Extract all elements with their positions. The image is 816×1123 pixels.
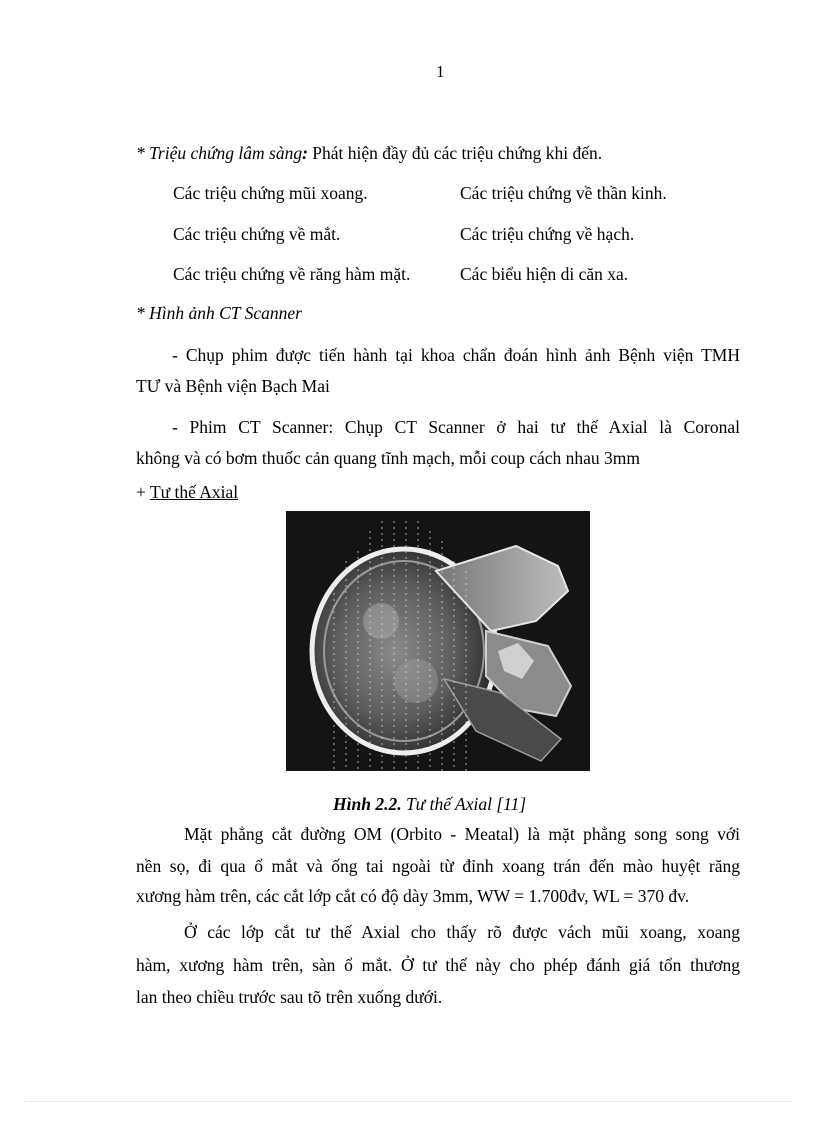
para3-line2: nền sọ, đi qua ổ mắt và ống tai ngoài từ đỉnh xoang trán đến mào huyệt răng — [136, 856, 740, 876]
symptom-item: Các biểu hiện di căn xa. — [460, 264, 629, 284]
para1-line2: TƯ và Bệnh viện Bạch Mai — [136, 376, 330, 396]
symptoms-heading-colon: : — [302, 143, 308, 163]
axial-label: Tư thế Axial — [149, 482, 239, 502]
para4-line2: hàm, xương hàm trên, sàn ổ mắt. Ở tư thế này cho phép đánh giá tổn thương — [136, 955, 740, 975]
ct-scan-illustration — [286, 511, 590, 771]
symptom-item: Các triệu chứng về thần kinh. — [460, 183, 667, 203]
symptoms-heading — [136, 143, 602, 164]
axial-subheading — [136, 482, 238, 503]
symptoms-heading-text: Phát hiện đầy đủ các triệu chứng khi đến. — [307, 143, 603, 163]
para1-line1: - Chụp phim được tiến hành tại khoa chẩn đoán hình ảnh Bệnh viện TMH — [172, 345, 740, 365]
ct-axial-image — [286, 511, 590, 771]
figure-caption — [333, 794, 526, 815]
figure-caption-text: Tư thế Axial [11] — [401, 794, 527, 814]
footer-divider — [24, 1101, 792, 1102]
para2-line1: - Phim CT Scanner: Chụp CT Scanner ở hai tư thế Axial là Coronal — [172, 417, 740, 437]
symptoms-heading-label: * Triệu chứng lâm sàng — [136, 143, 303, 163]
para4-line3: lan theo chiều trước sau tõ trên xuống dưới. — [136, 987, 443, 1007]
para4-line1: Ở các lớp cắt tư thế Axial cho thấy rõ được vách mũi xoang, xoang — [184, 922, 740, 942]
page-number: 1 — [436, 62, 445, 81]
ct-heading: * Hình ảnh CT Scanner — [136, 303, 302, 323]
figure-label: Hình 2.2. — [333, 794, 402, 814]
symptom-item: Các triệu chứng về mắt. — [173, 224, 341, 244]
para2-line2: không và có bơm thuốc cản quang tĩnh mạch, mỗi coup cách nhau 3mm — [136, 448, 640, 468]
para3-line3: xương hàm trên, các cắt lớp cắt có độ dày 3mm, WW = 1.700đv, WL = 370 đv. — [136, 886, 690, 906]
axial-prefix: + — [136, 482, 150, 502]
symptom-item: Các triệu chứng về hạch. — [460, 224, 635, 244]
symptom-item: Các triệu chứng về răng hàm mặt. — [173, 264, 411, 284]
symptom-item: Các triệu chứng mũi xoang. — [173, 183, 368, 203]
para3-line1: Mặt phẳng cắt đường OM (Orbito - Meatal) là mặt phẳng song song với — [184, 824, 740, 844]
